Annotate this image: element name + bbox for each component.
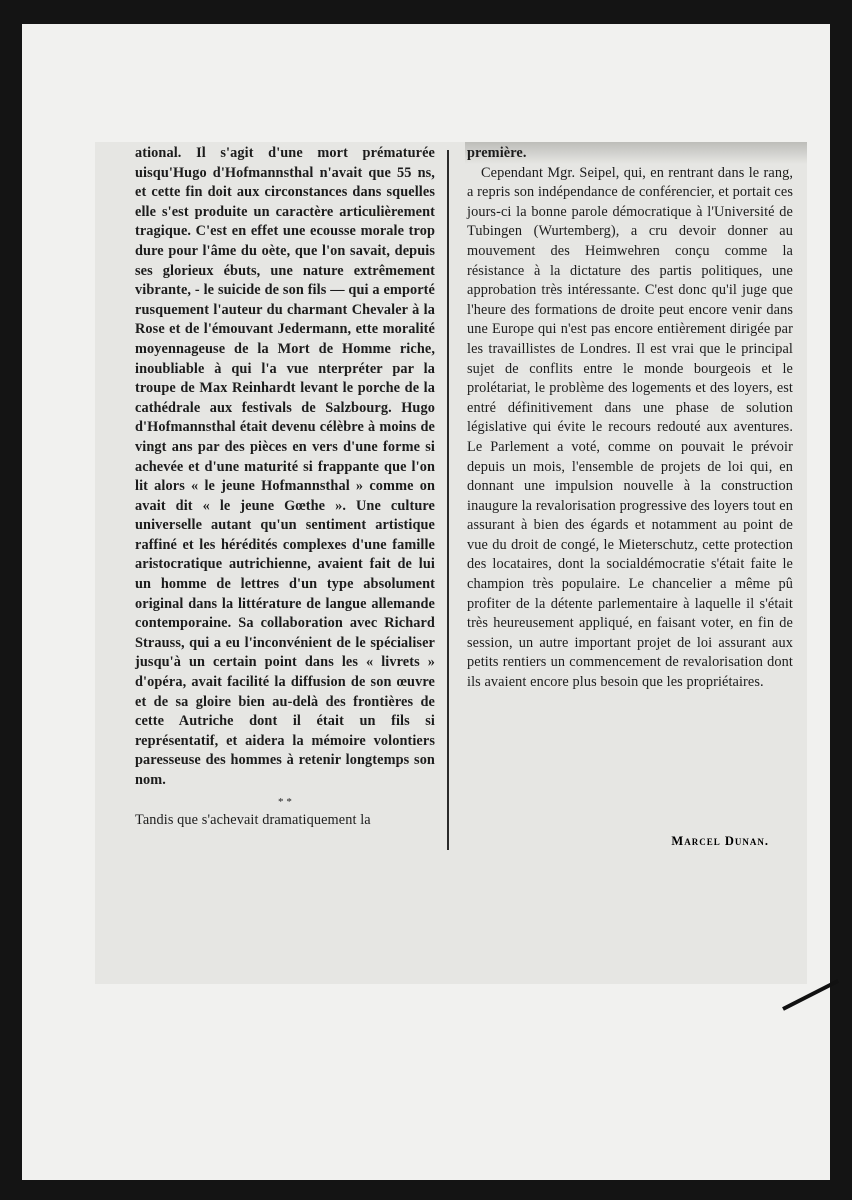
left-paragraph-2: Tandis que s'achevait dramatiquement la bbox=[135, 811, 371, 828]
right-paragraph-1: Cependant Mgr. Seipel, qui, en rentrant dans le rang, a repris son indépendance de conférencier, et portait ces jours-ci la bonne parole démocratique à l'Université de Tubingen (Wurtemberg), a cru devoir donner au mouvement des Heimwehren conçu comme la résistance à la dictature des partis politiques, une approbation très intéressante. C'est donc qu'il juge que l'heure des formations de droite peut encore venir dans une Europe qui n'est pas encore entièrement dirigée par les travaillistes de Londres. Il est vrai que le principal sujet de conflits entre le monde bourgeois et le prolétariat, le problème des logements et des loyers, est entré définitivement dans une phase de solution législative qui évite le recours redouté aux aventures. Le Parlement a voté, comme on pouvait le prévoir depuis un mois, l'ensemble de projets de loi qui, en donnant une impulsion nouvelle à la construction inaugure la revalorisation progressive des loyers tout en assurant à bien des égards et notamment au point de vue du droit de congé, le Mieterschutz, cette protection des locataires, dont la socialdémocratie s'était faite le champion très populaire. Le chancelier a même pû profiter de la détente parlementaire à laquelle il s'était très heureusement appliqué, en faisant voter, en fin de session, un autre important projet de loi assurant aux petits rentiers un commencement de revalorisation dont ils avaient encore plus besoin que les propriétaires. bbox=[467, 164, 793, 691]
left-paragraph-1: ational. Il s'agit d'une mort prématurée uisqu'Hugo d'Hofmannsthal n'avait que 55 ns, et cette fin doit aux circonstances dans squelles elle s'est produite un caractère articulièrement tragique. C'est en effet une ecousse morale trop dure pour l'âme du oète, que l'on savait, depuis ses glorieux ébuts, une nature extrêmement vibrante, - le suicide de son fils — qui a emporté rusquement l'auteur du charmant Chevaler à la Rose et de l'émouvant Jedermann, ette moralité moyennageuse de la Mort de Homme riche, inoubliable à qui l'a vue nterpréter par la troupe de Max Reinhardt levant le porche de la cathédrale aux festivals de Salzbourg. Hugo d'Hofmannsthal était devenu célèbre à moins de vingt ans par des pièces en vers d'une forme si achevée et d'une maturité si frappante que l'on lit alors « le jeune Hofmannsthal » comme on avait dit « le jeune Gœthe ». Une culture universelle autant qu'un sentiment artistique raffiné et les hérédités complexes d'une famille aristocratique autrichienne, avaient fait de lui un homme de lettres d'un type absolument original dans la littérature de langue allemande contemporaine. Sa collaboration avec Richard Strauss, qui a eu l'inconvénient de le spécialiser jusqu'à un certain point dans les « livrets » d'opéra, avait facilité la diffusion de son œuvre et de sa gloire bien au-delà des frontières de cette Autriche dont il était un fils si représentatif, et aidera la mémoire volontiers paresseuse des hommes à retenir longtemps son nom. bbox=[135, 145, 435, 788]
newspaper-clipping bbox=[95, 142, 807, 984]
left-column bbox=[135, 142, 435, 830]
photo-mount bbox=[22, 24, 830, 1180]
right-column bbox=[467, 142, 793, 693]
pen-mark bbox=[782, 979, 839, 1011]
author-signature: Marcel Dunan. bbox=[671, 834, 769, 848]
section-asterism: * * bbox=[277, 795, 293, 808]
right-first-line: première. bbox=[467, 145, 527, 161]
column-rule bbox=[447, 150, 449, 850]
